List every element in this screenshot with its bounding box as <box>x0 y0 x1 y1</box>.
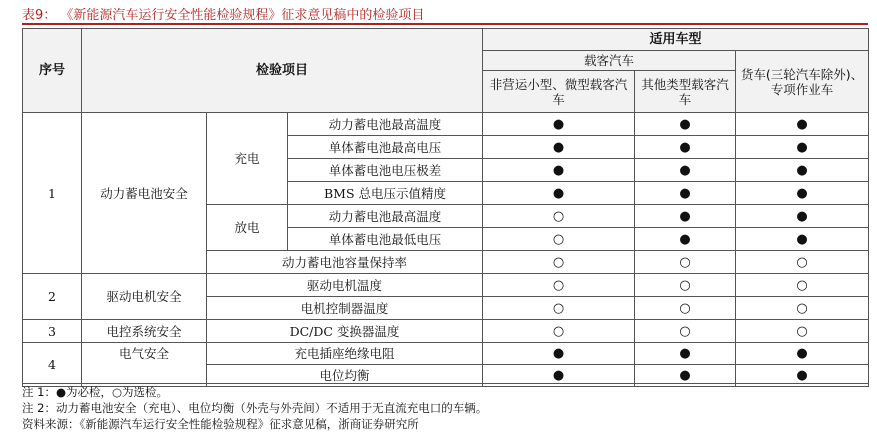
mark-cell: ○ <box>483 205 635 228</box>
header-bus-other: 其他类型载客汽车 <box>635 71 736 113</box>
item-cell: DC/DC 变换器温度 <box>207 320 483 343</box>
item-cell: 单体蓄电池电压极差 <box>288 159 483 182</box>
mark-cell: ○ <box>635 251 736 274</box>
mark-cell: ● <box>483 182 635 205</box>
header-seq: 序号 <box>23 29 82 113</box>
category-cell: 动力蓄电池安全 <box>82 113 207 274</box>
mark-cell: ○ <box>635 274 736 297</box>
subcategory-cell: 充电 <box>207 113 288 205</box>
mark-cell: ○ <box>736 320 869 343</box>
item-cell: 动力蓄电池最高温度 <box>288 113 483 136</box>
mark-cell: ● <box>635 365 736 387</box>
mark-cell: ● <box>635 228 736 251</box>
mark-cell: ● <box>635 182 736 205</box>
header-bus-small: 非营运小型、微型载客汽车 <box>483 71 635 113</box>
mark-cell: ● <box>736 205 869 228</box>
mark-cell: ○ <box>736 274 869 297</box>
mark-cell: ● <box>736 228 869 251</box>
header-bus: 载客汽车 <box>483 51 736 71</box>
subcategory-cell: 放电 <box>207 205 288 251</box>
header-truck: 货车(三轮汽车除外)、专项作业车 <box>736 51 869 113</box>
title-rule <box>22 23 868 25</box>
mark-cell: ● <box>635 159 736 182</box>
header-applicable: 适用车型 <box>483 29 869 51</box>
mark-cell: ● <box>483 365 635 387</box>
mark-cell: ● <box>483 159 635 182</box>
mark-cell: ● <box>736 136 869 159</box>
item-cell: 充电插座绝缘电阻 <box>207 343 483 365</box>
item-cell: 电机控制器温度 <box>207 297 483 320</box>
category-cell: 驱动电机安全 <box>82 274 207 320</box>
item-cell: 动力蓄电池容量保持率 <box>207 251 483 274</box>
mark-cell: ○ <box>483 228 635 251</box>
note-1: 注 1：●为必检，○为选检。 <box>22 385 169 399</box>
notes-rule <box>22 383 868 384</box>
mark-cell: ● <box>736 365 869 387</box>
seq-cell: 2 <box>23 274 82 320</box>
mark-cell: ○ <box>635 320 736 343</box>
mark-cell: ● <box>483 113 635 136</box>
item-cell: BMS 总电压示值精度 <box>288 182 483 205</box>
item-cell: 动力蓄电池最高温度 <box>288 205 483 228</box>
header-item: 检验项目 <box>82 29 483 113</box>
mark-cell: ● <box>635 343 736 365</box>
mark-cell: ● <box>635 113 736 136</box>
mark-cell: ○ <box>483 274 635 297</box>
mark-cell: ● <box>483 343 635 365</box>
category-cell: 电控系统安全 <box>82 320 207 343</box>
seq-cell: 4 <box>23 343 82 387</box>
mark-cell: ○ <box>635 297 736 320</box>
mark-cell: ○ <box>483 297 635 320</box>
item-cell: 电位均衡 <box>207 365 483 387</box>
mark-cell: ○ <box>483 320 635 343</box>
note-2: 注 2：动力蓄电池安全（充电）、电位均衡（外壳与外壳间）不适用于无直流充电口的车辆。 <box>22 401 488 415</box>
mark-cell: ○ <box>736 251 869 274</box>
mark-cell: ● <box>635 205 736 228</box>
source-note: 资料来源：《新能源汽车运行安全性能检验规程》征求意见稿，浙商证券研究所 <box>22 417 419 431</box>
mark-cell: ● <box>483 136 635 159</box>
item-cell: 驱动电机温度 <box>207 274 483 297</box>
item-cell: 单体蓄电池最低电压 <box>288 228 483 251</box>
mark-cell: ● <box>736 113 869 136</box>
mark-cell: ● <box>736 343 869 365</box>
seq-cell: 1 <box>23 113 82 274</box>
seq-cell: 3 <box>23 320 82 343</box>
mark-cell: ○ <box>736 297 869 320</box>
mark-cell: ● <box>635 136 736 159</box>
mark-cell: ● <box>736 159 869 182</box>
table-title: 表9： 《新能源汽车运行安全性能检验规程》征求意见稿中的检验项目 <box>22 8 425 23</box>
inspection-table <box>22 28 869 387</box>
mark-cell: ○ <box>483 251 635 274</box>
item-cell: 单体蓄电池最高电压 <box>288 136 483 159</box>
category-cell: 电气安全 <box>82 343 207 387</box>
mark-cell: ● <box>736 182 869 205</box>
